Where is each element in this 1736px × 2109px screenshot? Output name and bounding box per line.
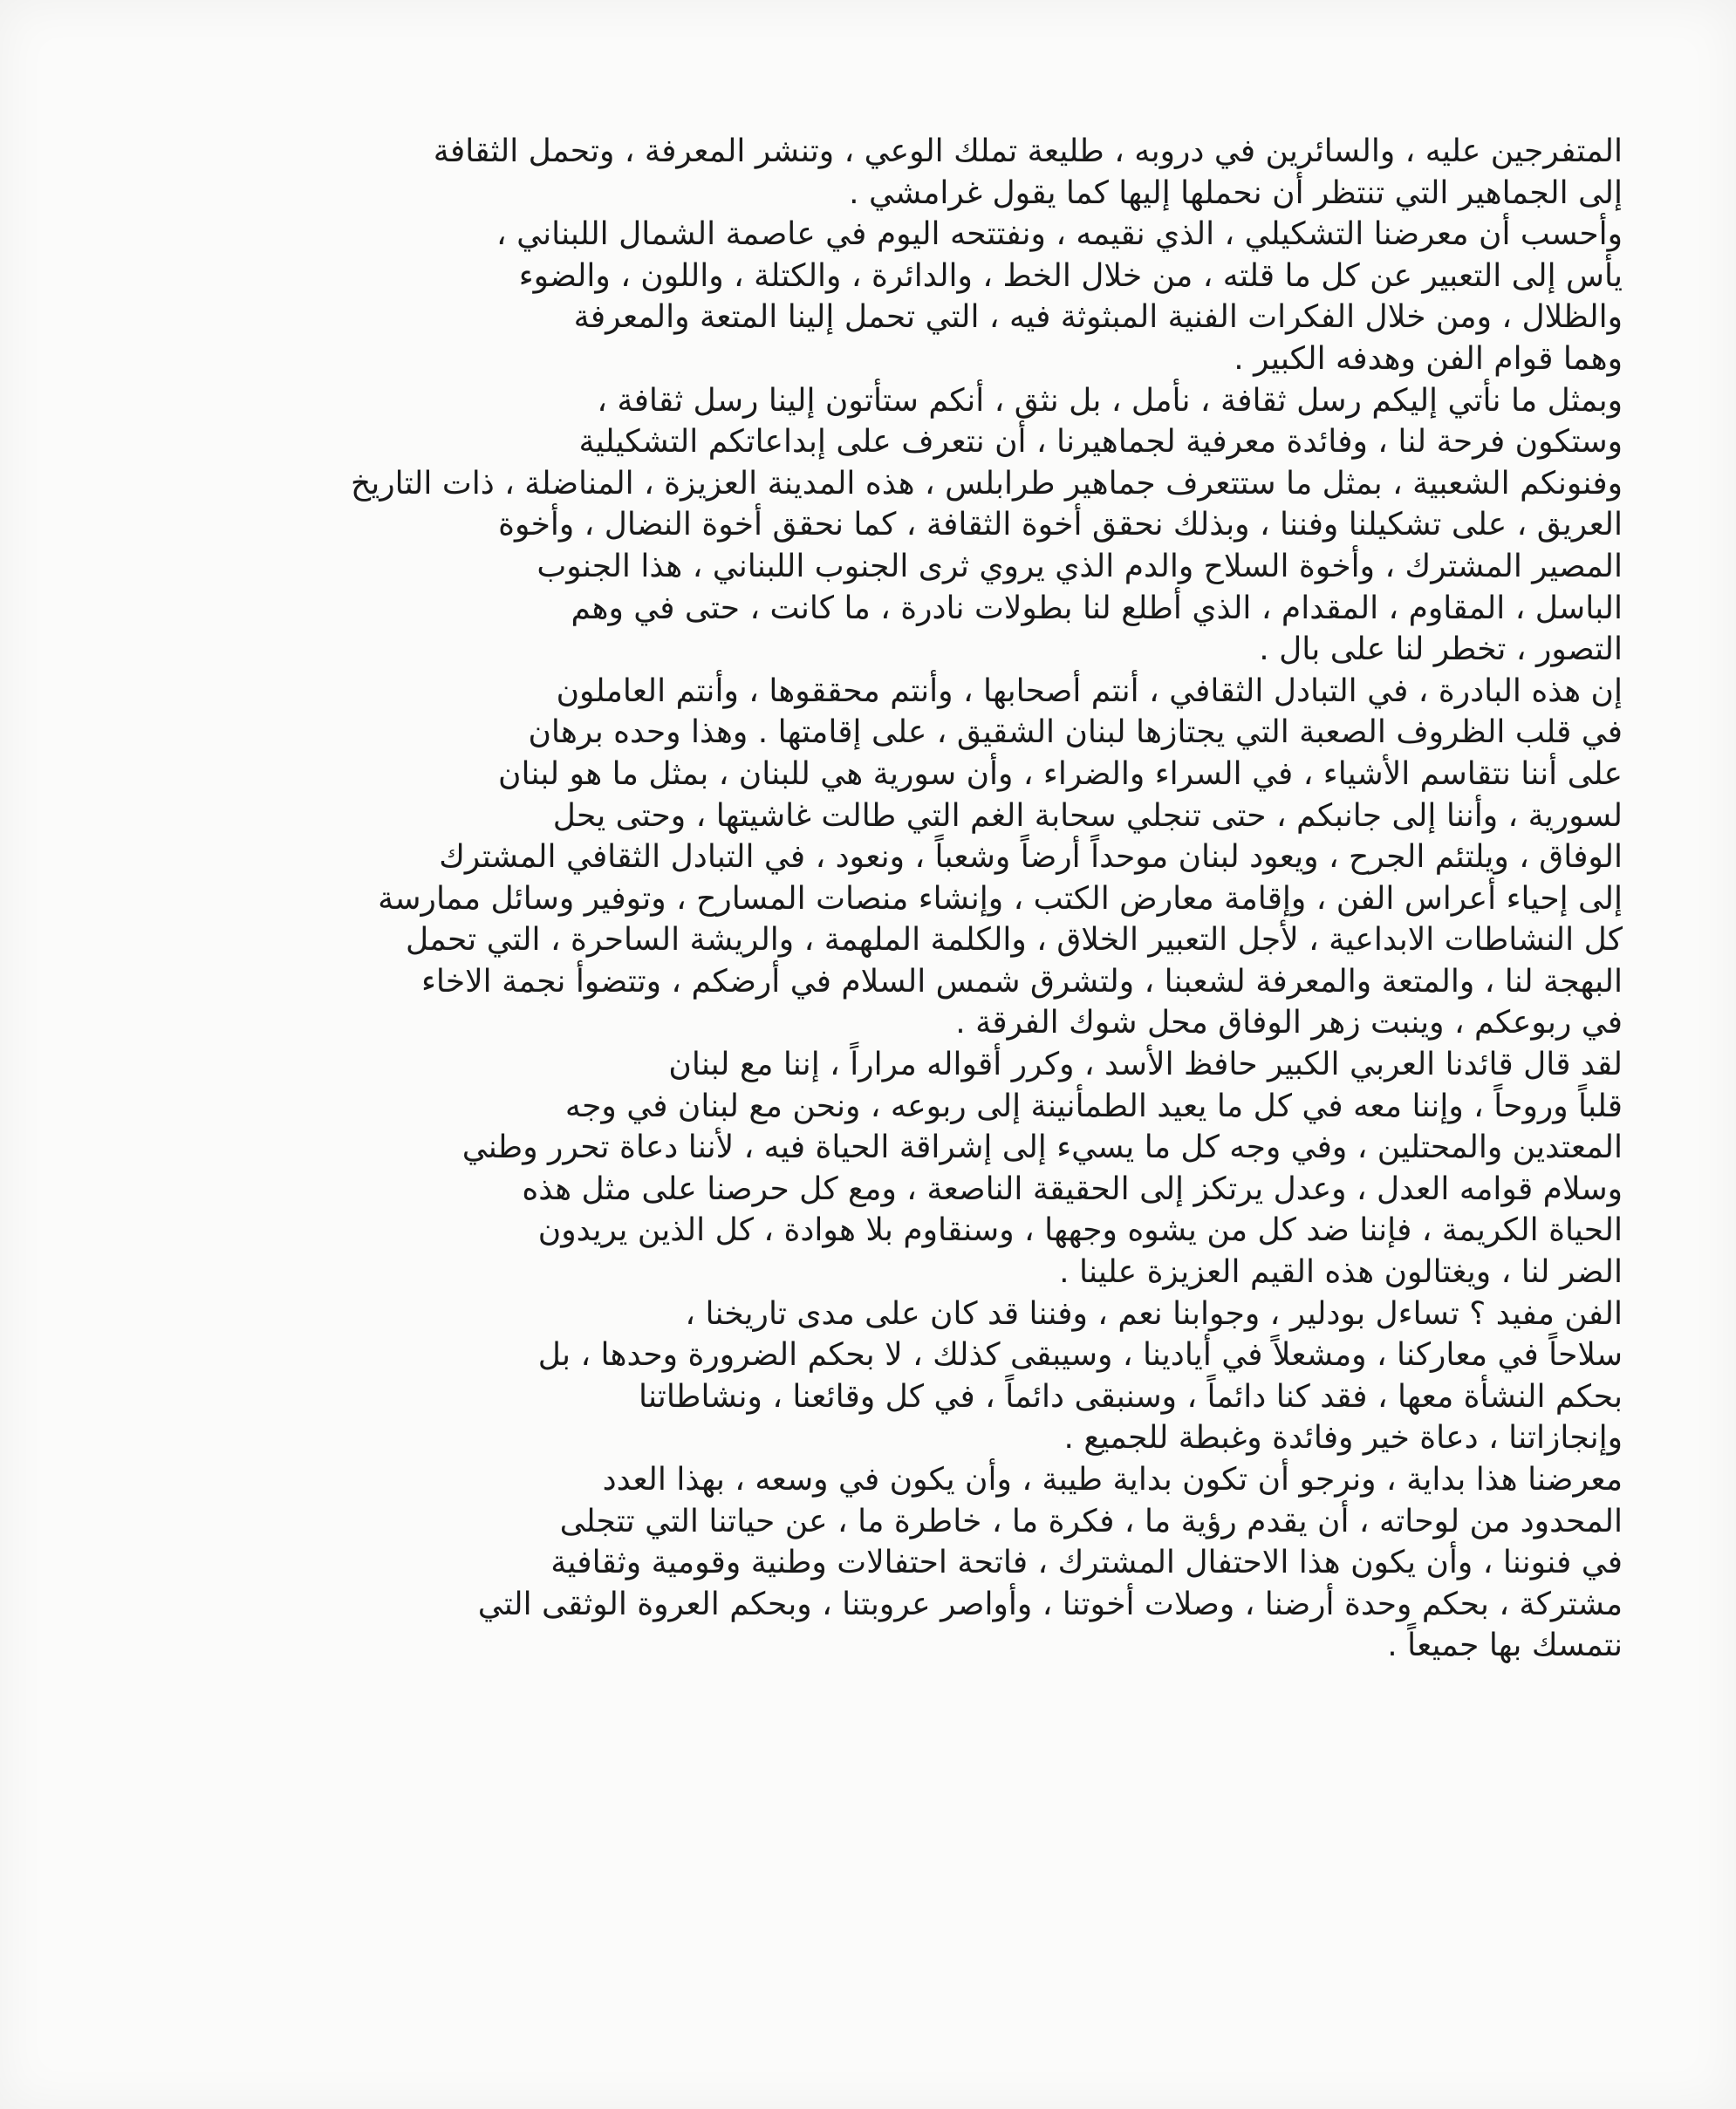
text-line: كل النشاطات الابداعية ، لأجل التعبير الخلاق ، والكلمة الملهمة ، والريشة الساحرة ، التي تحمل	[405, 922, 1623, 959]
text-line: في قلب الظروف الصعبة التي يجتازها لبنان الشقيق ، على إقامتها . وهذا وحده برهان	[528, 714, 1623, 751]
text-line: التصور ، تخطر لنا على بال .	[1259, 631, 1623, 668]
arabic-text-block	[122, 131, 1623, 1667]
text-line: وستكون فرحة لنا ، وفائدة معرفية لجماهيرنا ، أن نتعرف على إبداعاتكم التشكيلية	[578, 424, 1623, 461]
text-line: وأحسب أن معرضنا التشكيلي ، الذي نقيمه ، ونفتتحه اليوم في عاصمة الشمال اللبناني ،	[496, 216, 1623, 253]
text-line: نتمسك بها جميعاً .	[1387, 1628, 1623, 1664]
text-line: العريق ، على تشكيلنا وفننا ، وبذلك نحقق أخوة الثقافة ، كما نحقق أخوة النضال ، وأخوة	[498, 507, 1623, 543]
text-line: قلباً وروحاً ، وإننا معه في كل ما يعيد الطمأنينة إلى ربوعه ، ونحن مع لبنان في وجه	[564, 1088, 1623, 1124]
text-line: على أننا نتقاسم الأشياء ، في السراء والضراء ، وأن سورية هي للبنان ، بمثل ما هو لبنان	[498, 755, 1623, 792]
text-line: مشتركة ، بحكم وحدة أرضنا ، وصلات أخوتنا ، وأواصر عروبتنا ، وبحكم العروة الوثقى التي	[477, 1586, 1623, 1622]
text-line: الفن مفيد ؟ تساءل بودلير ، وجوابنا نعم ، وفننا قد كان على مدى تاريخنا ،	[685, 1295, 1623, 1332]
text-line: الوفاق ، ويلتئم الجرح ، ويعود لبنان موحداً أرضاً وشعباً ، ونعود ، في التبادل الثقافي المشترك	[439, 839, 1623, 876]
text-line: سلاحاً في معاركنا ، ومشعلاً في أيادينا ، وسيبقى كذلك ، لا بحكم الضرورة وحدها ، بل	[537, 1337, 1623, 1374]
text-line: في ربوعكم ، وينبت زهر الوفاق محل شوك الفرقة .	[955, 1005, 1623, 1041]
text-line: وهما قوام الفن وهدفه الكبير .	[1234, 340, 1623, 377]
text-line: يأس إلى التعبير عن كل ما قلته ، من خلال الخط ، والدائرة ، والكتلة ، واللون ، والضوء	[518, 257, 1623, 294]
text-line: الحياة الكريمة ، فإننا ضد كل من يشوه وجهها ، وسنقاوم بلا هوادة ، كل الذين يريدون	[537, 1212, 1623, 1249]
text-line: وإنجازاتنا ، دعاة خير وفائدة وغبطة للجميع .	[1063, 1420, 1623, 1457]
text-line: الباسل ، المقاوم ، المقدام ، الذي أطلع لنا بطولات نادرة ، ما كانت ، حتى في وهم	[571, 590, 1623, 626]
text-line: المصير المشترك ، وأخوة السلاح والدم الذي يروي ثرى الجنوب اللبناني ، هذا الجنوب	[537, 548, 1623, 584]
text-line: الضر لنا ، ويغتالون هذه القيم العزيزة علينا .	[1059, 1254, 1623, 1291]
text-line: إن هذه البادرة ، في التبادل الثقافي ، أنتم أصحابها ، وأنتم محققوها ، وأنتم العاملون	[556, 672, 1623, 709]
text-line: وفنونكم الشعبية ، بمثل ما ستتعرف جماهير طرابلس ، هذه المدينة العزيزة ، المناضلة ، ذات التاريخ	[350, 465, 1623, 502]
text-line: البهجة لنا ، والمتعة والمعرفة لشعبنا ، ولتشرق شمس السلام في أرضكم ، وتتضوأ نجمة الاخاء	[420, 963, 1623, 1000]
text-line: معرضنا هذا بداية ، ونرجو أن تكون بداية طيبة ، وأن يكون في وسعه ، بهذا العدد	[602, 1462, 1623, 1498]
text-line: والظلال ، ومن خلال الفكرات الفنية المبثوثة فيه ، التي تحمل إلينا المتعة والمعرفة	[573, 299, 1623, 336]
text-line: المتفرجين عليه ، والسائرين في دروبه ، طليعة تملك الوعي ، وتنشر المعرفة ، وتحمل الثقافة	[433, 133, 1623, 169]
text-line: المحدود من لوحاته ، أن يقدم رؤية ما ، فكرة ما ، خاطرة ما ، عن حياتنا التي تتجلى	[559, 1503, 1623, 1539]
text-line: بحكم النشأة معها ، فقد كنا دائماً ، وسنبقى دائماً ، في كل وقائعنا ، ونشاطاتنا	[638, 1378, 1623, 1415]
text-line: لقد قال قائدنا العربي الكبير حافظ الأسد ، وكرر أقواله مراراً ، إننا مع لبنان	[668, 1047, 1623, 1083]
text-line: المعتدين والمحتلين ، وفي وجه كل ما يسيء إلى إشراقة الحياة فيه ، لأننا دعاة تحرر وطني	[461, 1130, 1623, 1166]
text-line: في فنوننا ، وأن يكون هذا الاحتفال المشترك ، فاتحة احتفالات وطنية وقومية وثقافية	[550, 1545, 1623, 1581]
text-line: إلى إحياء أعراس الفن ، وإقامة معارض الكتب ، وإنشاء منصات المسارح ، وتوفير وسائل ممارسة	[378, 880, 1623, 917]
text-line: وسلام قوامه العدل ، وعدل يرتكز إلى الحقيقة الناصعة ، ومع كل حرصنا على مثل هذه	[522, 1171, 1623, 1207]
text-line: وبمثل ما نأتي إليكم رسل ثقافة ، نأمل ، بل نثق ، أنكم ستأتون إلينا رسل ثقافة ،	[597, 382, 1623, 419]
text-line: إلى الجماهير التي تنتظر أن نحملها إليها كما يقول غرامشي .	[849, 174, 1623, 211]
text-line: لسورية ، وأننا إلى جانبكم ، حتى تنجلي سحابة الغم التي طالت غاشيتها ، وحتى يحل	[552, 797, 1623, 834]
